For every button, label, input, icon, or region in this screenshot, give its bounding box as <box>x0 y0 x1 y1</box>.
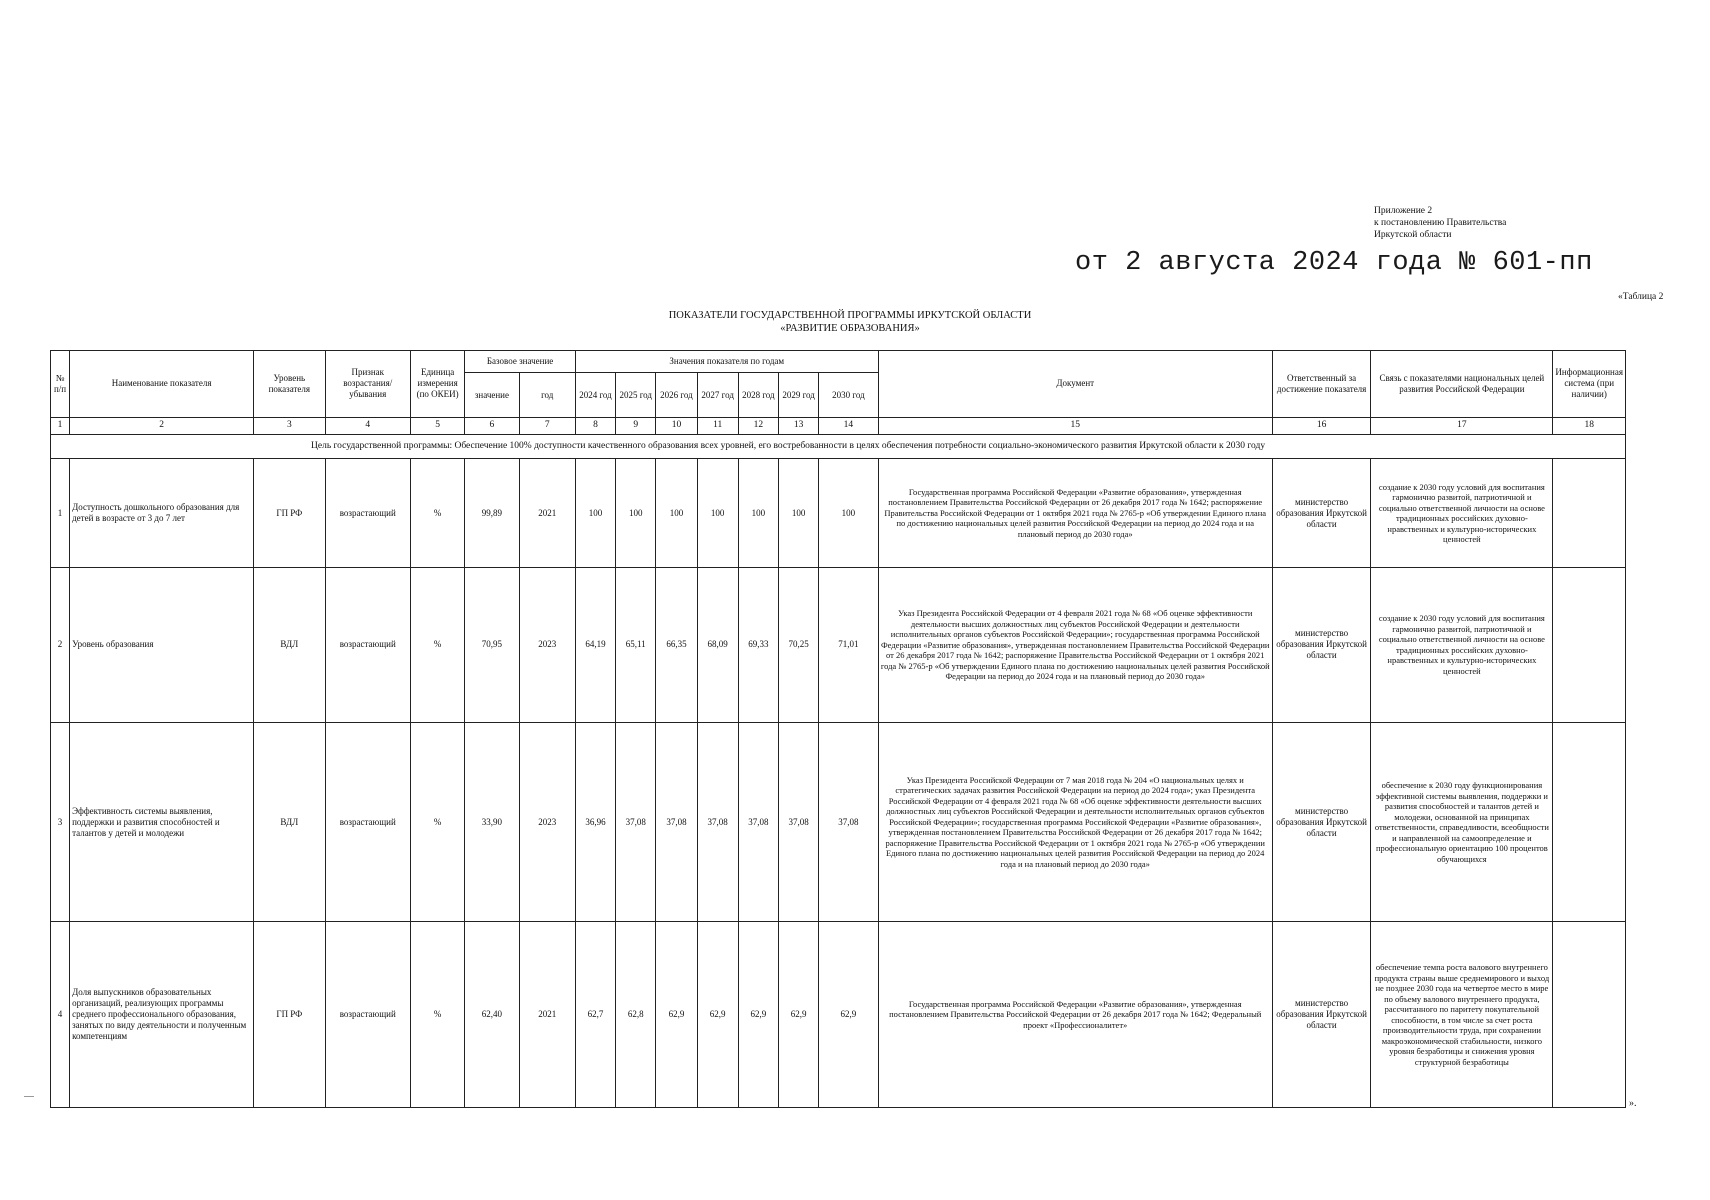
appendix-line: Иркутской области <box>1374 230 1452 240</box>
indicator-sign: возрастающий <box>325 459 410 567</box>
header-base-year: год <box>519 373 575 418</box>
column-number: 13 <box>778 417 818 434</box>
value-2027: 68,09 <box>697 567 738 722</box>
indicator-name: Эффективность системы выявления, поддержки и развития способностей и талантов у детей и молодежи <box>70 722 254 922</box>
column-number: 3 <box>254 417 325 434</box>
base-year: 2023 <box>519 722 575 922</box>
value-2024: 36,96 <box>575 722 615 922</box>
column-number: 7 <box>519 417 575 434</box>
indicator-name: Доля выпускников образовательных организаций, реализующих программы среднего профессионального образования, занятых по виду деятельности и полученным компетенциям <box>70 922 254 1108</box>
column-number: 2 <box>70 417 254 434</box>
header-document: Документ <box>878 351 1272 418</box>
header-sign: Признак возрастания/ убывания <box>325 351 410 418</box>
table-row <box>51 922 1626 1108</box>
indicator-level: ГП РФ <box>254 459 325 567</box>
header-row <box>51 351 1626 373</box>
responsible-cell: министерство образования Иркутской области <box>1272 459 1371 567</box>
value-2026: 66,35 <box>656 567 697 722</box>
decree-stamp: от 2 августа 2024 года № 601-пп <box>1075 248 1593 278</box>
row-num: 1 <box>51 459 70 567</box>
appendix-line: к постановлению Правительства <box>1374 218 1507 228</box>
column-number: 15 <box>878 417 1272 434</box>
column-number: 9 <box>616 417 656 434</box>
appendix-line: Приложение 2 <box>1374 206 1433 216</box>
header-year-2027: 2027 год <box>697 373 738 418</box>
value-2024: 64,19 <box>575 567 615 722</box>
info-system-cell <box>1553 922 1626 1108</box>
value-2029: 62,9 <box>778 922 818 1108</box>
national-goal-link: создание к 2030 году условий для воспитания гармонично развитой, патриотичной и социально ответственной личности на основе традиционных российских духовно-нравственных и культурно-исторических ценностей <box>1371 459 1553 567</box>
base-value: 62,40 <box>465 922 519 1108</box>
table-row <box>51 459 1626 567</box>
column-number: 16 <box>1272 417 1371 434</box>
row-num: 3 <box>51 722 70 922</box>
responsible-cell: министерство образования Иркутской области <box>1272 722 1371 922</box>
base-value: 33,90 <box>465 722 519 922</box>
value-2030: 37,08 <box>819 722 878 922</box>
indicator-name: Уровень образования <box>70 567 254 722</box>
indicator-level: ВДЛ <box>254 722 325 922</box>
column-number: 10 <box>656 417 697 434</box>
value-2027: 62,9 <box>697 922 738 1108</box>
indicator-level: ВДЛ <box>254 567 325 722</box>
document-cell: Указ Президента Российской Федерации от 4 февраля 2021 года № 68 «Об оценке эффективности деятельности высших должностных лиц субъектов Российской Федерации и деятельности исполнительных органов субъектов Российской Федерации»; государственная программа Российской Федерации «Развитие образования», утвержденная постановлением Правительства Российской Федерации от 26 декабря 2017 года № 1642; распоряжение Правительства Российской Федерации от 1 октября 2021 года № 2765-р «Об утверждении Единого плана по достижению национальных целей развития Российской Федерации на период до 2024 года и на плановый период до 2030 года» <box>878 567 1272 722</box>
value-2024: 62,7 <box>575 922 615 1108</box>
value-2025: 37,08 <box>616 722 656 922</box>
indicator-unit: % <box>410 722 464 922</box>
indicator-unit: % <box>410 922 464 1108</box>
info-system-cell <box>1553 459 1626 567</box>
table-row <box>51 722 1626 922</box>
value-2025: 62,8 <box>616 922 656 1108</box>
indicator-sign: возрастающий <box>325 722 410 922</box>
value-2025: 100 <box>616 459 656 567</box>
indicators-table <box>50 350 1626 1108</box>
row-num: 2 <box>51 567 70 722</box>
value-2029: 37,08 <box>778 722 818 922</box>
indicator-sign: возрастающий <box>325 922 410 1108</box>
base-year: 2021 <box>519 459 575 567</box>
value-2030: 71,01 <box>819 567 878 722</box>
header-base: Базовое значение <box>465 351 576 373</box>
column-number: 18 <box>1553 417 1626 434</box>
document-title <box>560 309 1140 335</box>
column-number: 4 <box>325 417 410 434</box>
column-number-row <box>51 417 1626 434</box>
table-row <box>51 567 1626 722</box>
title-line: «РАЗВИТИЕ ОБРАЗОВАНИЯ» <box>780 323 920 334</box>
value-2026: 62,9 <box>656 922 697 1108</box>
header-years-group: Значения показателя по годам <box>575 351 878 373</box>
header-responsible: Ответственный за достижение показателя <box>1272 351 1371 418</box>
header-link: Связь с показателями национальных целей развития Российской Федерации <box>1371 351 1553 418</box>
indicator-name: Доступность дошкольного образования для детей в возрасте от 3 до 7 лет <box>70 459 254 567</box>
header-name: Наименование показателя <box>70 351 254 418</box>
value-2029: 70,25 <box>778 567 818 722</box>
value-2028: 62,9 <box>738 922 778 1108</box>
base-year: 2023 <box>519 567 575 722</box>
row-num: 4 <box>51 922 70 1108</box>
info-system-cell <box>1553 722 1626 922</box>
indicator-level: ГП РФ <box>254 922 325 1108</box>
header-unit: Единица измерения (по ОКЕИ) <box>410 351 464 418</box>
closing-quote: ». <box>1629 1098 1637 1109</box>
header-year-2030: 2030 год <box>819 373 878 418</box>
header-year-2028: 2028 год <box>738 373 778 418</box>
header-base-value: значение <box>465 373 519 418</box>
document-cell: Государственная программа Российской Федерации «Развитие образования», утвержденная постановлением Правительства Российской Федерации от 26 декабря 2017 года № 1642; распоряжение Правительства Российской Федерации от 1 октября 2021 года № 2765-р «Об утверждении Единого плана по достижению национальных целей развития Российской Федерации на период до 2024 года и на плановый период до 2030 года» <box>878 459 1272 567</box>
column-number: 17 <box>1371 417 1553 434</box>
document-cell: Государственная программа Российской Федерации «Развитие образования», утвержденная постановлением Правительства Российской Федерации от 26 декабря 2017 года № 1642; Федеральный проект «Профессионалитет» <box>878 922 1272 1108</box>
value-2027: 37,08 <box>697 722 738 922</box>
indicator-unit: % <box>410 459 464 567</box>
header-year-2025: 2025 год <box>616 373 656 418</box>
column-number: 12 <box>738 417 778 434</box>
header-year-2029: 2029 год <box>778 373 818 418</box>
column-number: 1 <box>51 417 70 434</box>
value-2029: 100 <box>778 459 818 567</box>
base-value: 99,89 <box>465 459 519 567</box>
value-2025: 65,11 <box>616 567 656 722</box>
national-goal-link: обеспечение темпа роста валового внутреннего продукта страны выше среднемирового и выход не позднее 2030 года на четвертое место в мире по объему валового внутреннего продукта, рассчитанного по паритету покупательной способности, в том числе за счет роста производительности труда, при сохранении макроэкономической стабильности, низкого уровня безработицы и снижения уровня структурной безработицы <box>1371 922 1553 1108</box>
column-number: 11 <box>697 417 738 434</box>
header-year-2026: 2026 год <box>656 373 697 418</box>
base-value: 70,95 <box>465 567 519 722</box>
national-goal-link: обеспечение к 2030 году функционирования эффективной системы выявления, поддержки и развития способностей и талантов детей и молодежи, основанной на принципах ответственности, справедливости, всеобщности и направленной на самоопределение и профессиональную ориентацию 100 процентов обучающихся <box>1371 722 1553 922</box>
value-2030: 100 <box>819 459 878 567</box>
responsible-cell: министерство образования Иркутской области <box>1272 567 1371 722</box>
header-year-2024: 2024 год <box>575 373 615 418</box>
column-number: 5 <box>410 417 464 434</box>
value-2028: 37,08 <box>738 722 778 922</box>
appendix-note <box>1374 205 1506 241</box>
goal-row <box>51 435 1626 459</box>
margin-mark <box>24 1096 34 1097</box>
value-2028: 69,33 <box>738 567 778 722</box>
value-2024: 100 <box>575 459 615 567</box>
indicator-sign: возрастающий <box>325 567 410 722</box>
national-goal-link: создание к 2030 году условий для воспитания гармонично развитой, патриотичной и социально ответственной личности на основе традиционных российских духовно-нравственных и культурно-исторических ценностей <box>1371 567 1553 722</box>
value-2027: 100 <box>697 459 738 567</box>
document-cell: Указ Президента Российской Федерации от 7 мая 2018 года № 204 «О национальных целях и стратегических задачах развития Российской Федерации на период до 2024 года»; указ Президента Российской Федерации от 4 февраля 2021 года № 68 «Об оценке эффективности деятельности высших должностных лиц субъектов Российской Федерации и деятельности исполнительных органов субъектов Российской Федерации»; государственная программа Российской Федерации «Развитие образования», утвержденная постановлением Правительства Российской Федерации от 26 декабря 2017 года № 1642; распоряжение Правительства Российской Федерации от 1 октября 2021 года № 2765-р «Об утверждении Единого плана по достижению национальных целей развития Российской Федерации на период до 2024 года и на плановый период до 2030 года» <box>878 722 1272 922</box>
base-year: 2021 <box>519 922 575 1108</box>
value-2030: 62,9 <box>819 922 878 1108</box>
value-2026: 100 <box>656 459 697 567</box>
column-number: 8 <box>575 417 615 434</box>
responsible-cell: министерство образования Иркутской области <box>1272 922 1371 1108</box>
value-2028: 100 <box>738 459 778 567</box>
indicator-unit: % <box>410 567 464 722</box>
program-goal: Цель государственной программы: Обеспечение 100% доступности качественного образования всех уровней, его востребованности в целях обеспечения потребности социально-экономического развития Иркутской области к 2030 году <box>51 435 1626 459</box>
header-level: Уровень показателя <box>254 351 325 418</box>
column-number: 6 <box>465 417 519 434</box>
column-number: 14 <box>819 417 878 434</box>
title-line: ПОКАЗАТЕЛИ ГОСУДАРСТВЕННОЙ ПРОГРАММЫ ИРКУТСКОЙ ОБЛАСТИ <box>668 310 1032 321</box>
header-info: Информационная система (при наличии) <box>1553 351 1626 418</box>
header-num: № п/п <box>51 351 70 418</box>
table-label: «Таблица 2 <box>1618 292 1664 302</box>
info-system-cell <box>1553 567 1626 722</box>
value-2026: 37,08 <box>656 722 697 922</box>
